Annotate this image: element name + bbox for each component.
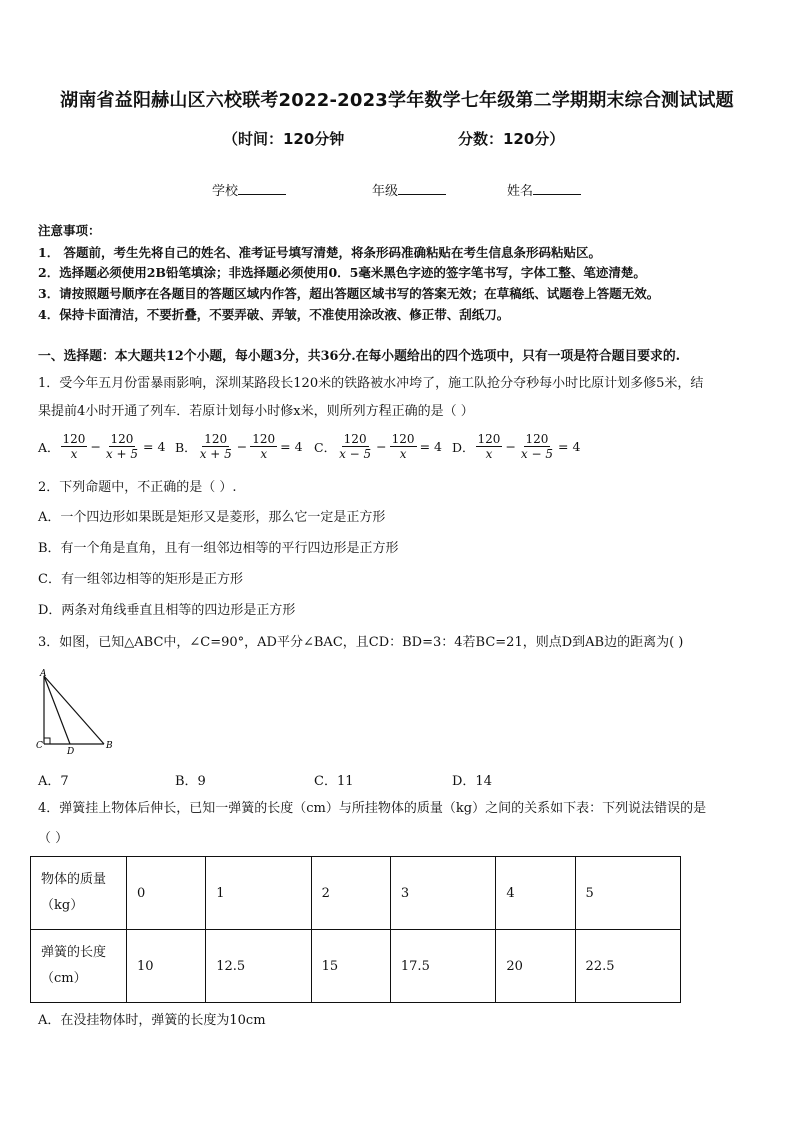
q1-stem-line1: 1．受今年五月份雷暴雨影响，深圳某路段长120米的铁路被水冲垮了，施工队抢分夺秒每小时比原计划多修5米，结 bbox=[38, 376, 704, 391]
q1-option-d[interactable] bbox=[452, 432, 582, 461]
triangle-figure bbox=[34, 666, 120, 754]
denominator: x − 5 bbox=[520, 447, 554, 461]
q1-option-b[interactable] bbox=[175, 432, 305, 461]
denominator: x bbox=[485, 447, 493, 461]
name-field[interactable] bbox=[507, 180, 581, 199]
school-label: 学校 bbox=[212, 184, 239, 199]
option-label: A． bbox=[38, 439, 60, 455]
numerator: 120 bbox=[525, 432, 549, 446]
q2-option-c[interactable]: C．有一组邻边相等的矩形是正方形 bbox=[38, 572, 243, 587]
school-blank[interactable] bbox=[238, 182, 286, 195]
table-cell: 17.5 bbox=[390, 930, 495, 1003]
label-b: B bbox=[106, 741, 113, 751]
side-ab bbox=[44, 676, 104, 744]
operator: − bbox=[376, 439, 387, 454]
notice-item: 1． 答题前，考生先将自己的姓名、准考证号填写清楚，将条形码准确粘贴在考生信息条形码粘贴区。 bbox=[38, 245, 602, 260]
numerator: 120 bbox=[204, 432, 228, 446]
table-cell: 15 bbox=[311, 930, 390, 1003]
q3-option-b[interactable]: B．9 bbox=[175, 774, 206, 789]
name-blank[interactable] bbox=[533, 182, 581, 195]
table-cell: 12.5 bbox=[206, 930, 311, 1003]
table-cell: 5 bbox=[575, 857, 680, 930]
numerator: 120 bbox=[252, 432, 276, 446]
notice-heading: 注意事项： bbox=[38, 223, 101, 238]
operator: − bbox=[90, 439, 101, 454]
table-cell: 0 bbox=[127, 857, 206, 930]
row-header-mass: 物体的质量 （kg） bbox=[31, 857, 127, 930]
numerator: 120 bbox=[391, 432, 415, 446]
denominator: x bbox=[260, 447, 268, 461]
table-cell: 20 bbox=[496, 930, 575, 1003]
table-cell: 1 bbox=[206, 857, 311, 930]
q3-option-c[interactable]: C．11 bbox=[314, 774, 354, 789]
exam-score: 分数：120分） bbox=[458, 130, 565, 148]
exam-time: （时间：120分钟 bbox=[223, 130, 345, 148]
table-row bbox=[31, 930, 681, 1003]
rhs: = 4 bbox=[280, 439, 303, 454]
exam-title: 湖南省益阳赫山区六校联考2022-2023学年数学七年级第二学期期末综合测试试题 bbox=[60, 90, 734, 111]
notice-item: 4．保持卡面清洁，不要折叠，不要弄破、弄皱，不准使用涂改液、修正带、刮纸刀。 bbox=[38, 307, 510, 322]
bisector-ad bbox=[44, 676, 70, 744]
label-d: D bbox=[67, 747, 75, 754]
q2-option-d[interactable]: D．两条对角线垂直且相等的四边形是正方形 bbox=[38, 603, 296, 618]
denominator: x bbox=[399, 447, 407, 461]
grade-field[interactable] bbox=[372, 180, 446, 199]
spring-data-table bbox=[30, 856, 681, 1003]
q1-option-c[interactable] bbox=[314, 432, 444, 461]
numerator: 120 bbox=[343, 432, 367, 446]
grade-blank[interactable] bbox=[398, 182, 446, 195]
numerator: 120 bbox=[62, 432, 86, 446]
denominator: x + 5 bbox=[199, 447, 232, 461]
q4-option-a[interactable]: A．在没挂物体时，弹簧的长度为10cm bbox=[38, 1013, 266, 1028]
table-cell: 10 bbox=[127, 930, 206, 1003]
q2-option-a[interactable]: A．一个四边形如果既是矩形又是菱形，那么它一定是正方形 bbox=[38, 510, 386, 525]
denominator: x + 5 bbox=[105, 447, 139, 461]
q1-stem-line2: 果提前4小时开通了列车．若原计划每小时修x米，则所列方程正确的是（ ） bbox=[38, 404, 474, 419]
rhs: = 4 bbox=[143, 439, 166, 454]
school-field[interactable] bbox=[212, 180, 286, 199]
option-label: D． bbox=[452, 439, 475, 455]
q3-stem: 3．如图，已知△ABC中，∠C=90°，AD平分∠BAC，且CD：BD=3：4若BC=21，则点D到AB边的距离为( ) bbox=[38, 635, 684, 650]
denominator: x − 5 bbox=[339, 447, 372, 461]
q2-option-b[interactable]: B．有一个角是直角，且有一组邻边相等的平行四边形是正方形 bbox=[38, 541, 399, 556]
section-heading: 一、选择题：本大题共12个小题，每小题3分，共36分.在每小题给出的四个选项中，只有一项是符合题目要求的. bbox=[38, 349, 681, 364]
table-row bbox=[31, 857, 681, 930]
q3-option-a[interactable]: A．7 bbox=[38, 774, 69, 789]
q1-option-a[interactable] bbox=[38, 432, 167, 461]
denominator: x bbox=[70, 447, 78, 461]
table-cell: 22.5 bbox=[575, 930, 680, 1003]
table-cell: 4 bbox=[496, 857, 575, 930]
rhs: = 4 bbox=[558, 439, 581, 454]
q3-option-d[interactable]: D．14 bbox=[452, 774, 492, 789]
numerator: 120 bbox=[477, 432, 501, 446]
name-label: 姓名 bbox=[507, 184, 534, 199]
operator: − bbox=[236, 439, 248, 454]
table-cell: 2 bbox=[311, 857, 390, 930]
option-label: B． bbox=[175, 439, 197, 455]
row-header-length: 弹簧的长度 （cm） bbox=[31, 930, 127, 1003]
notice-item: 2．选择题必须使用2B铅笔填涂；非选择题必须使用0．5毫米黑色字迹的签字笔书写，字体工整、笔迹清楚。 bbox=[38, 265, 646, 280]
q4-stem-line1: 4．弹簧挂上物体后伸长，已知一弹簧的长度（cm）与所挂物体的质量（kg）之间的关系如下表：下列说法错误的是 bbox=[38, 801, 707, 816]
rhs: = 4 bbox=[419, 439, 442, 454]
option-label: C． bbox=[314, 439, 337, 455]
numerator: 120 bbox=[110, 432, 134, 446]
q4-stem-line2: （ ） bbox=[38, 831, 69, 846]
grade-label: 年级 bbox=[372, 184, 399, 199]
table-cell: 3 bbox=[390, 857, 495, 930]
q2-stem: 2．下列命题中，不正确的是（ ）. bbox=[38, 480, 237, 495]
label-c: C bbox=[36, 741, 43, 751]
label-a: A bbox=[40, 669, 47, 679]
notice-item: 3．请按照题号顺序在各题目的答题区域内作答，超出答题区域书写的答案无效；在草稿纸、试题卷上答题无效。 bbox=[38, 286, 660, 301]
right-angle-mark bbox=[44, 738, 50, 744]
operator: − bbox=[505, 439, 516, 454]
